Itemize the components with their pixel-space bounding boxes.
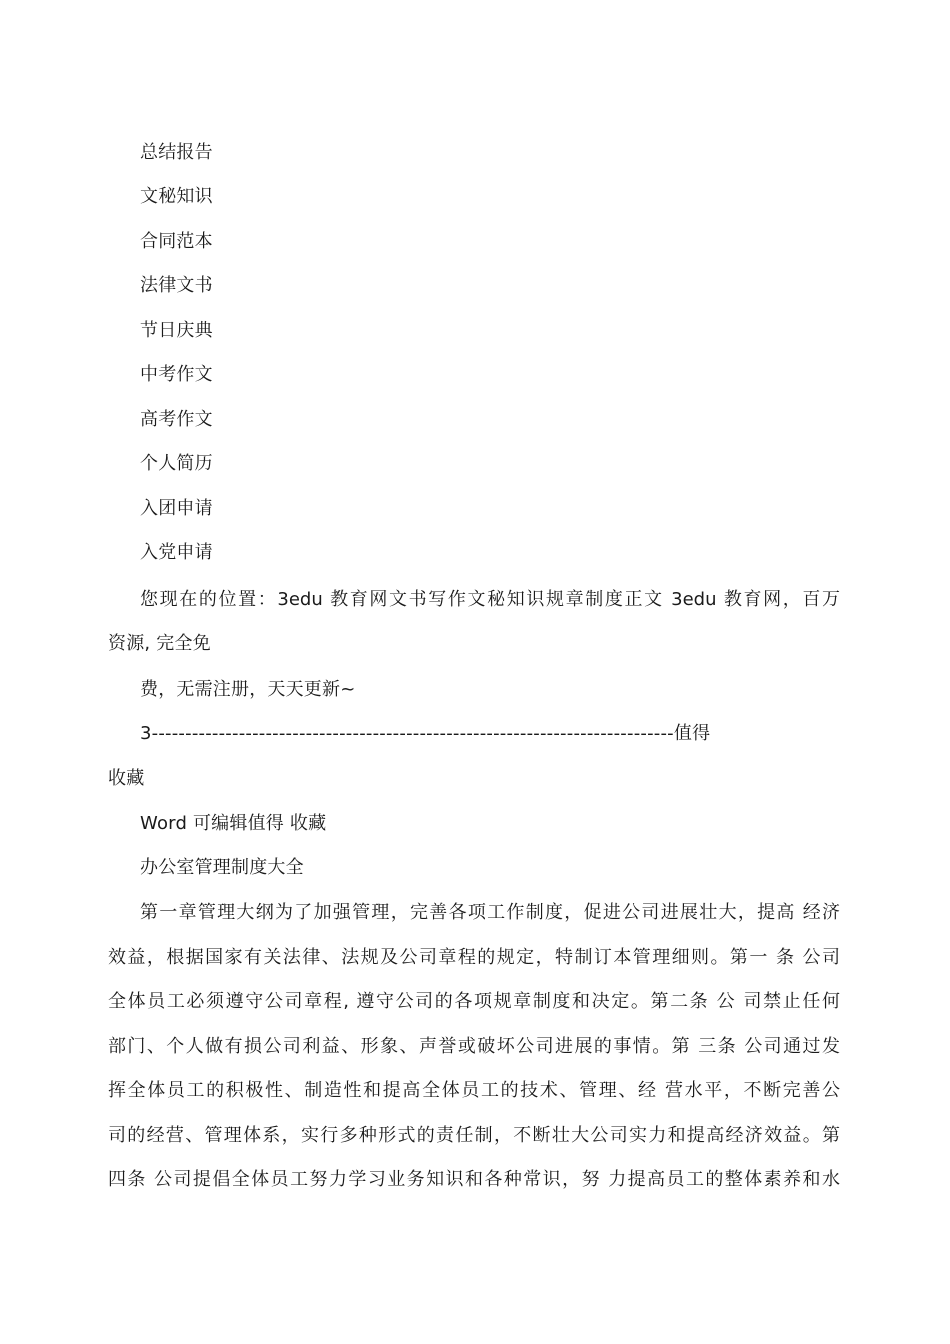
location-update-note: 费，无需注册，天天更新~ — [140, 679, 356, 700]
menu-item-secretary-knowledge[interactable]: 文秘知识 — [140, 186, 213, 207]
body-line: 第一章管理大纲为了加强管理，完善各项工作制度，促进公司进展壮大，提高 经济 — [140, 902, 840, 923]
menu-item-party-application[interactable]: 入党申请 — [140, 542, 213, 563]
body-line: 效益，根据国家有关法律、法规及公司章程的规定，特制订本管理细则。第一 条 公司 — [108, 947, 840, 968]
body-line: 挥全体员工的积极性、制造性和提高全体员工的技术、管理、经 营水平，不断完善公 — [108, 1080, 840, 1101]
menu-item-zhongkao-essay[interactable]: 中考作文 — [140, 364, 213, 385]
menu-item-resume[interactable]: 个人简历 — [140, 453, 213, 474]
document-title: 办公室管理制度大全 — [140, 857, 304, 878]
body-line: 司的经营、管理体系，实行多种形式的责任制，不断壮大公司实力和提高经济效益。第 — [108, 1125, 840, 1146]
separator-favorite-label: 收藏 — [108, 768, 145, 789]
separator-line: 3------------------------------------------------------------------------------值得 — [140, 723, 711, 744]
location-continuation: 资源, 完全免 — [108, 633, 211, 654]
menu-item-league-application[interactable]: 入团申请 — [140, 498, 213, 519]
menu-item-festivals[interactable]: 节日庆典 — [140, 320, 213, 341]
location-breadcrumb: 您现在的位置：3edu 教育网文书写作文秘知识规章制度正文 3edu 教育网，百万 — [140, 589, 840, 610]
menu-item-summary-report[interactable]: 总结报告 — [140, 142, 213, 163]
menu-item-gaokao-essay[interactable]: 高考作文 — [140, 409, 213, 430]
body-line: 四条 公司提倡全体员工努力学习业务知识和各种常识，努 力提高员工的整体素养和水 — [108, 1169, 840, 1190]
menu-item-legal-documents[interactable]: 法律文书 — [140, 275, 213, 296]
menu-item-contract-templates[interactable]: 合同范本 — [140, 231, 213, 252]
body-line: 全体员工必须遵守公司章程, 遵守公司的各项规章制度和决定。第二条 公 司禁止任何 — [108, 991, 840, 1012]
body-line: 部门、个人做有损公司利益、形象、声誉或破坏公司进展的事情。第 三条 公司通过发 — [108, 1036, 840, 1057]
word-editable-note: Word 可编辑值得 收藏 — [140, 813, 327, 834]
